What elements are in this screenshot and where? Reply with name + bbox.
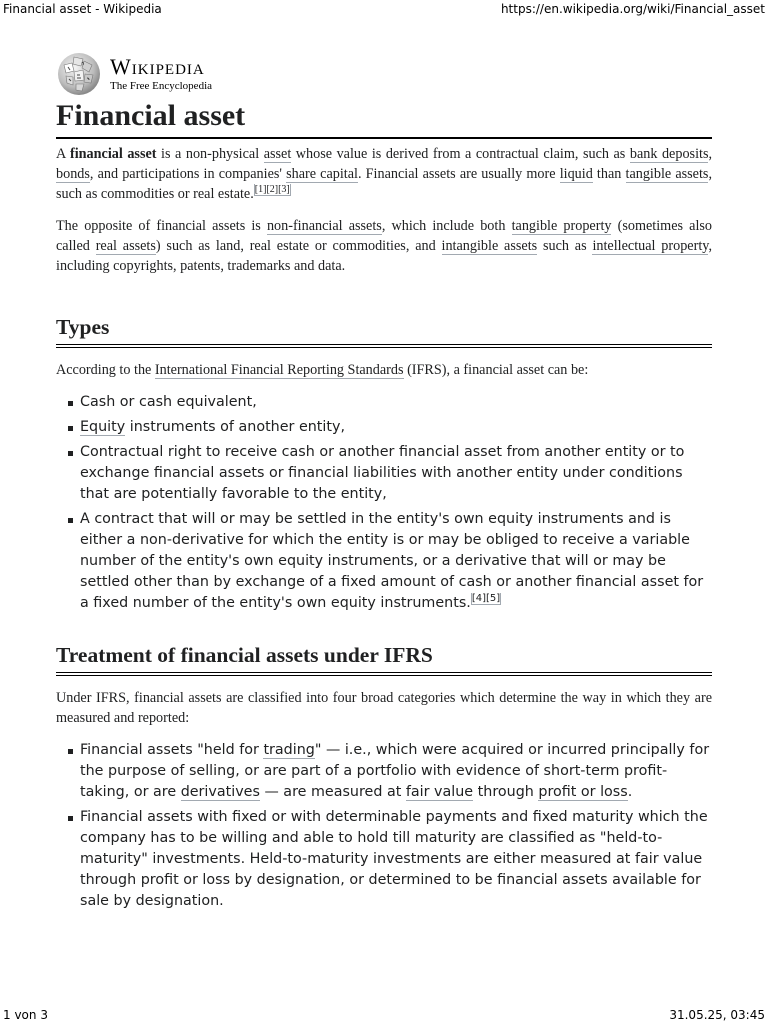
page-title: Financial asset: [56, 96, 712, 139]
text: is a non-physical: [156, 146, 264, 162]
text: According to the: [56, 362, 155, 378]
list-item: Cash or cash equivalent,: [80, 392, 712, 413]
section-heading-types: Types: [56, 312, 712, 348]
print-page-number: 1 von 3: [3, 1008, 48, 1022]
text: through: [473, 784, 539, 800]
link-fair-value[interactable]: fair value: [405, 784, 474, 800]
citation: [254, 184, 291, 196]
wordmark-tagline: The Free Encyclopedia: [110, 79, 213, 92]
text: A: [56, 146, 70, 162]
text: , such as commodities or real estate.: [56, 166, 712, 202]
list-item: Contractual right to receive cash or another financial asset from another entity or to exchange financial assets or financial liabilities with another entity under conditions that are potentially favorable to the entity,: [80, 442, 712, 505]
print-url: https://en.wikipedia.org/wiki/Financial_asset: [500, 2, 765, 16]
link-ifrs[interactable]: International Financial Reporting Standards: [154, 362, 404, 378]
article-body: [56, 144, 712, 916]
link-bank-deposits[interactable]: bank deposits: [629, 146, 709, 162]
link-bonds[interactable]: bonds: [56, 166, 90, 182]
list-item: [80, 740, 712, 803]
types-intro: [56, 360, 712, 380]
wordmark-title: Wikipedia: [110, 53, 205, 79]
wikipedia-wordmark: [110, 53, 213, 93]
text: such as: [537, 238, 593, 254]
text: whose value is derived from a contractual claim, such as: [291, 146, 630, 162]
text: . Financial assets are usually more: [357, 166, 560, 182]
bold-term: financial asset: [70, 146, 157, 162]
print-page-title: Financial asset - Wikipedia: [3, 2, 162, 16]
text: , and participations in companies': [89, 166, 287, 182]
text: (IFRS), a financial asset can be:: [403, 362, 589, 378]
list-item: [80, 509, 712, 614]
link-trading[interactable]: trading: [263, 742, 315, 758]
link-asset[interactable]: asset: [263, 146, 292, 162]
text: than: [592, 166, 626, 182]
text: , which include both: [381, 218, 512, 234]
print-datetime: 31.05.25, 03:45: [669, 1008, 765, 1022]
text: (sometimes also called: [56, 218, 713, 254]
list-item: Financial assets with fixed or with determinable payments and fixed maturity which the company has to be willing and able to hold till maturity are classified as "held-to-maturity" investments. Held-to-maturity investments are either measured at fair value through profit or loss by designation, or determined to be financial assets available for sale by designation.: [80, 807, 712, 912]
text: A contract that will or may be settled in the entity's own equity instruments and is either a non-derivative for which the entity is or may be obliged to receive a variable number of the entity's own equity instruments, or a derivative that will or may be settled other than by exchange of a fixed amount of cash or another financial asset for a fixed number of the entity's own equity instruments.: [80, 511, 704, 611]
list-item: [80, 417, 712, 438]
text: The opposite of financial assets is: [56, 218, 267, 234]
link-tangible-property[interactable]: tangible property: [511, 218, 612, 234]
text: Financial assets "held for: [80, 742, 264, 758]
link-tangible-assets[interactable]: tangible assets: [625, 166, 709, 182]
link-real-assets[interactable]: real assets: [95, 238, 156, 254]
intro-paragraph-2: [56, 216, 712, 276]
print-header: [0, 2, 768, 16]
text: instruments of another entity,: [125, 419, 345, 435]
wikipedia-logo[interactable]: [56, 50, 212, 98]
citation-link[interactable]: [1][2][3]: [254, 184, 290, 196]
section-heading-ifrs: Treatment of financial assets under IFRS: [56, 640, 712, 676]
text: — are measured at: [259, 784, 406, 800]
link-intangible-assets[interactable]: intangible assets: [441, 238, 538, 254]
citation-link[interactable]: [4][5]: [471, 593, 501, 605]
ifrs-list: [56, 740, 712, 912]
types-list: [56, 392, 712, 614]
text: ) such as land, real estate or commodities, and: [155, 238, 442, 254]
wikipedia-globe-icon: [56, 51, 102, 97]
text: .: [627, 784, 633, 800]
intro-paragraph-1: [56, 144, 712, 204]
text: , including copyrights, patents, trademarks and data.: [56, 238, 712, 274]
text: ,: [708, 146, 713, 162]
ifrs-intro: Under IFRS, financial assets are classified into four broad categories which determine the way in which they are measured and reported:: [56, 690, 712, 726]
print-footer: [0, 1008, 768, 1022]
link-equity[interactable]: Equity: [80, 419, 126, 435]
text: " — i.e., which were acquired or incurred principally for the purpose of selling, or are part of a portfolio with evidence of short-term profit-taking, or are: [80, 742, 710, 800]
link-non-financial-assets[interactable]: non-financial assets: [266, 218, 382, 234]
link-intellectual-property[interactable]: intellectual property: [592, 238, 709, 254]
link-share-capital[interactable]: share capital: [286, 166, 358, 182]
link-derivatives[interactable]: derivatives: [180, 784, 260, 800]
citation: [471, 593, 501, 605]
link-profit-or-loss[interactable]: profit or loss: [538, 784, 628, 800]
link-liquid[interactable]: liquid: [559, 166, 593, 182]
